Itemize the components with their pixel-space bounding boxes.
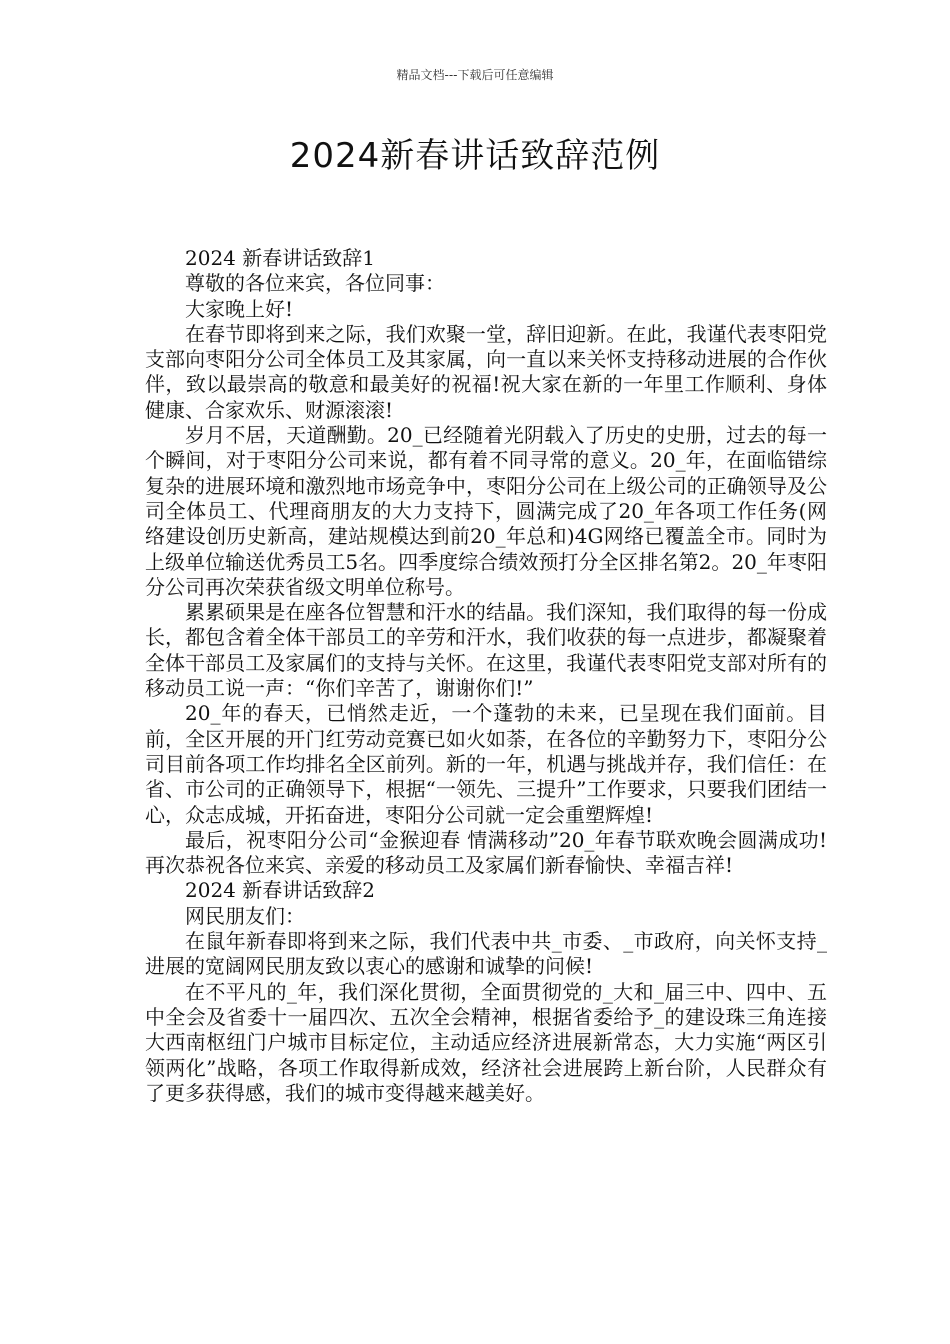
- paragraph: 在不平凡的_年，我们深化贯彻，全面贯彻党的_大和_届三中、四中、五中全会及省委十一届四次、五次全会精神，根据省委给予_的建设珠三角连接大西南枢纽门户城市目标定位，主动适应经济进展新常态，大力实施“两区引领两化”战略，各项工作取得新成效，经济社会进展跨上新台阶，人民群众有了更多获得感，我们的城市变得越来越美好。: [145, 979, 827, 1105]
- paragraph: 在鼠年新春即将到来之际，我们代表中共_市委、_市政府，向关怀支持_进展的宽阔网民朋友致以衷心的感谢和诚挚的问候!: [145, 929, 827, 979]
- paragraph: 最后，祝枣阳分公司“金猴迎春 情满移动”20_年春节联欢晚会圆满成功!再次恭祝各位来宾、亲爱的移动员工及家属们新春愉快、幸福吉祥!: [145, 827, 827, 878]
- paragraph: 20_年的春天，已悄然走近，一个蓬勃的未来，已呈现在我们面前。目前，全区开展的开门红劳动竞赛已如火如荼，在各位的辛勤努力下，枣阳分公司目前各项工作均排名全区前列。新的一年，机遇与挑战并存，我们信任：在省、市公司的正确领导下，根据“一领先、三提升”工作要求，只要我们团结一心，众志成城，开拓奋进，枣阳分公司就一定会重塑辉煌!: [145, 701, 827, 827]
- section-heading-1: 2024 新春讲话致辞1: [185, 246, 375, 270]
- header-note: 精品文档---下载后可任意编辑: [396, 68, 554, 82]
- paragraph: 岁月不居，天道酬勤。20_已经随着光阴载入了历史的史册，过去的每一个瞬间，对于枣阳分公司来说，都有着不同寻常的意义。20_年，在面临错综复杂的进展环境和激烈地市场竞争中，枣阳分公司在上级公司的正确领导及公司全体员工、代理商朋友的大力支持下，圆满完成了20_年各项工作任务(网络建设创历史新高，建站规模达到前20_年总和)4G网络已覆盖全市。同时为上级单位输送优秀员工5名。四季度综合绩效预打分全区排名第2。20_年枣阳分公司再次荣获省级文明单位称号。: [145, 423, 827, 599]
- section-heading-2: 2024 新春讲话致辞2: [185, 878, 375, 903]
- salutation: 网民朋友们：: [185, 903, 305, 928]
- paragraph: 累累硕果是在座各位智慧和汗水的结晶。我们深知，我们取得的每一份成长，都包含着全体干部员工的辛劳和汗水，我们收获的每一点进步，都凝聚着全体干部员工及家属们的支持与关怀。在这里，我谨代表枣阳党支部对所有的移动员工说一声：“你们辛苦了，谢谢你们!”: [145, 600, 827, 701]
- document-body: [145, 246, 827, 1106]
- greeting: 大家晚上好!: [185, 296, 294, 321]
- salutation: 尊敬的各位来宾，各位同事：: [185, 271, 445, 296]
- paragraph: 在春节即将到来之际，我们欢聚一堂，辞旧迎新。在此，我谨代表枣阳党支部向枣阳分公司全体员工及其家属，向一直以来关怀支持移动进展的合作伙伴，致以最崇高的敬意和最美好的祝福!祝大家在新的一年里工作顺利、身体健康、合家欢乐、财源滚滚!: [145, 321, 827, 422]
- document-title: 2024新春讲话致辞范例: [289, 136, 661, 176]
